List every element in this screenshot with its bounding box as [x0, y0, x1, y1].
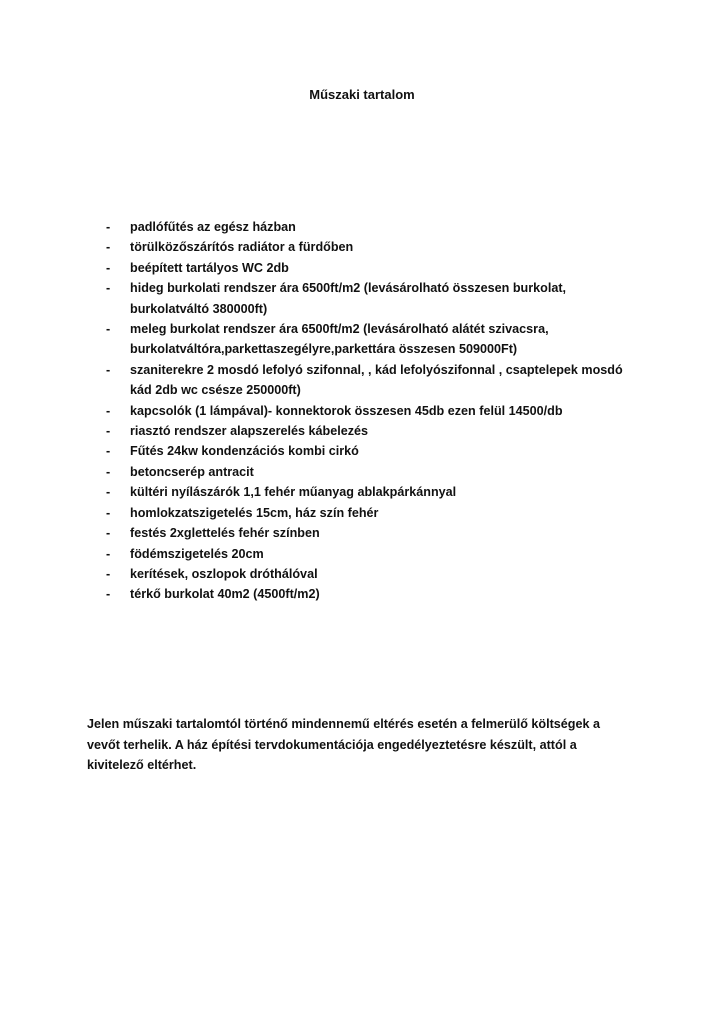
list-item [100, 482, 640, 502]
list-item [100, 462, 640, 482]
list-item [100, 441, 640, 461]
list-item-text: kapcsolók (1 lámpával)- konnektorok összesen 45db ezen felül 14500/db [130, 403, 563, 418]
list-item-text: padlófűtés az egész házban [130, 220, 296, 234]
list-marker: - [106, 485, 111, 500]
list-marker: - [106, 505, 111, 520]
list-item-text: betoncserép antracit [130, 464, 254, 479]
list-marker: - [106, 281, 111, 296]
list-marker: - [106, 403, 111, 418]
list-item [100, 217, 640, 237]
list-item-text: homlokzatszigetelés 15cm, ház szín fehér [130, 505, 379, 520]
list-marker: - [106, 362, 111, 377]
list-item-text: födémszigetelés 20cm [130, 546, 264, 561]
notice-paragraph: Jelen műszaki tartalomtól történő mindennemű eltérés esetén a felmerülő költségek a vevőt terhelik. A ház építési tervdokumentációja engedélyeztetésre készült, attól a kivitelező eltérhet. [87, 717, 601, 773]
list-item [100, 360, 640, 401]
list-item [100, 544, 640, 564]
list-marker: - [106, 566, 111, 581]
list-item-text: szaniterekre 2 mosdó lefolyó szifonnal, , kád lefolyószifonnal , csaptelepek mosdó kád 2db wc csésze 250000ft) [130, 362, 623, 398]
list-item-text: kültéri nyílászárók 1,1 fehér műanyag ablakpárkánnyal [130, 485, 457, 500]
list-item [100, 421, 640, 441]
list-item-text: térkő burkolat 40m2 (4500ft/m2) [130, 587, 320, 602]
list-item [100, 319, 640, 360]
list-item-text: kerítések, oszlopok dróthálóval [130, 566, 318, 581]
list-item-text: meleg burkolat rendszer ára 6500ft/m2 (levásárolható alátét szivacsra, burkolatváltóra,parkettaszegélyre,parkettára összesen 509000Ft) [130, 322, 549, 357]
list-marker: - [106, 322, 111, 337]
list-item [100, 564, 640, 584]
list-item-text: riasztó rendszer alapszerelés kábelezés [130, 424, 369, 439]
list-item-text: festés 2xglettelés fehér színben [130, 526, 320, 541]
list-marker: - [106, 220, 111, 234]
list-marker: - [106, 546, 111, 561]
list-item [100, 523, 640, 543]
list-item [100, 278, 640, 319]
list-item [100, 503, 640, 523]
list-item-text: beépített tartályos WC 2db [130, 260, 289, 275]
list-marker: - [106, 444, 111, 459]
list-item [100, 401, 640, 421]
list-item-text: hideg burkolati rendszer ára 6500ft/m2 (levásárolható összesen burkolat, burkolatváltó 380000ft) [130, 281, 567, 316]
page-title: Műszaki tartalom [309, 87, 415, 102]
spec-list [100, 217, 640, 605]
list-marker: - [106, 240, 111, 255]
list-item-text: Fűtés 24kw kondenzációs kombi cirkó [130, 444, 359, 459]
list-marker: - [106, 526, 111, 541]
list-item-text: törülközőszárítós radiátor a fürdőben [130, 240, 354, 255]
list-item [100, 237, 640, 257]
list-item [100, 258, 640, 278]
list-marker: - [106, 464, 111, 479]
list-item [100, 584, 640, 604]
list-marker: - [106, 260, 111, 275]
list-marker: - [106, 587, 111, 602]
list-marker: - [106, 424, 111, 439]
